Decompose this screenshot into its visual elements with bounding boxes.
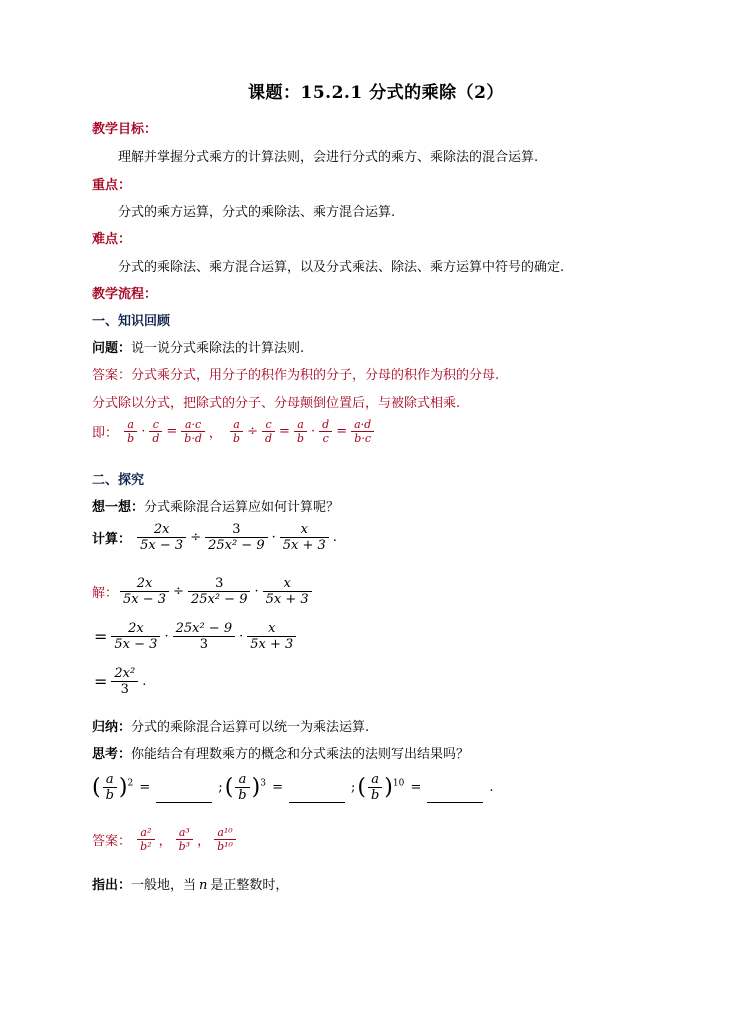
answer2-line: 答案： $\frac{\text{a²}}{\text{b²}}$ ， $\frac{\text{a³}}{\text{b³}}$ ， $\frac{\text{a¹⁰}}{\text{b¹⁰}}$: [92, 826, 238, 853]
fraction: $\frac{\text{25x² − 9}}{3}$: [173, 621, 236, 652]
solution-label: 解：: [92, 586, 119, 601]
fraction: $\frac{c}{d}$: [262, 418, 275, 445]
fraction: $\frac{a\cdot d}{b\cdot c}$: [351, 418, 374, 445]
think-line: [92, 496, 339, 515]
answer-blank[interactable]: [289, 788, 345, 803]
goal-label: 教学目标：: [92, 122, 158, 137]
powers-line: ( $\frac{a}{b}$ )$^2$ = ;( $\frac{a}{b}$ )$^3$ = ;( $\frac{a}{b}$ )$^{10}$ = .: [92, 772, 494, 803]
fraction: $\frac{a}{b}$: [230, 418, 243, 445]
fraction: $\frac{2x}{5x - 3}$: [111, 621, 160, 652]
solution-line2: = $\frac{2x}{5x - 3}$ · $\frac{\text{25x² − 9}}{3}$ · $\frac{x}{5x + 3}$: [92, 621, 298, 652]
point-line: 指出：一般地，当 n 是正整数时，: [92, 878, 289, 893]
question-text: 说一说分式乘除法的计算法则.: [131, 341, 305, 356]
fraction: $\frac{a}{b}$: [294, 418, 307, 445]
fraction: $\frac{a}{b}$: [124, 418, 137, 445]
think-text: 分式乘除混合运算应如何计算呢？: [144, 500, 340, 515]
fraction: $\frac{\text{a²}}{\text{b²}}$: [137, 826, 154, 853]
summary-line: [92, 716, 369, 735]
fraction: $\frac{x}{5x + 3}$: [280, 522, 329, 553]
calc-label: 计算：: [92, 532, 132, 547]
rule-formula: 即： $\frac{a}{b}$ · $\frac{c}{d}$ = $\frac{a\cdot c}{b\cdot d}$ ， $\frac{a}{b}$ ÷ $\frac{c}{d}$ = $\frac{a}{b}$ · $\frac{d}{c}$ = $\frac{a\cdot d}{b\cdot c}$: [92, 418, 376, 445]
solution-line3: = $\frac{\text{2x²}}{3}$ .: [94, 666, 147, 697]
fraction: $\frac{d}{c}$: [319, 418, 332, 445]
fraction: $\frac{a}{b}$: [235, 772, 249, 803]
solution-line1: 解： $\frac{2x}{5x - 3}$ ÷ $\frac{3}{\text{25x² − 9}}$ · $\frac{x}{5x + 3}$: [92, 576, 314, 607]
fraction: $\frac{2x}{5x - 3}$: [120, 576, 169, 607]
section-review: 一、知识回顾: [92, 314, 171, 329]
fraction: $\frac{2x}{5x - 3}$: [137, 522, 186, 553]
answer1-line2: 分式除以分式，把除式的分子、分母颠倒位置后，与被除式相乘.: [92, 396, 461, 411]
point-label: 指出：: [92, 878, 132, 893]
page-title: 课题：15.2.1 分式的乘除（2）: [248, 83, 504, 103]
summary-label: 归纳：: [92, 720, 132, 735]
fraction: $\frac{\text{a³}}{\text{b³}}$: [176, 826, 193, 853]
fraction: $\frac{a\cdot c}{b\cdot d}$: [181, 418, 205, 445]
question-line: [92, 337, 304, 356]
summary-text: 分式的乘除混合运算可以统一为乘法运算.: [131, 720, 370, 735]
fraction: $\frac{3}{\text{25x² − 9}}$: [205, 522, 268, 553]
key-label: 重点：: [92, 178, 132, 193]
difficult-text: 分式的乘除法、乘方混合运算，以及分式乘法、除法、乘方运算中符号的确定.: [118, 260, 565, 275]
formula-label: 即：: [92, 426, 119, 441]
fraction: $\frac{x}{5x + 3}$: [247, 621, 296, 652]
fraction: $\frac{c}{d}$: [149, 418, 162, 445]
fraction: $\frac{3}{\text{25x² − 9}}$: [188, 576, 251, 607]
section-explore: 二、探究: [92, 473, 145, 488]
flow-label: 教学流程：: [92, 287, 158, 302]
goal-text: 理解并掌握分式乘方的计算法则，会进行分式的乘方、乘除法的混合运算.: [118, 150, 539, 165]
answer-blank[interactable]: [427, 788, 483, 803]
calc-problem: 计算： $\frac{2x}{5x - 3}$ ÷ $\frac{3}{\text{25x² − 9}}$ · $\frac{x}{5x + 3}$ .: [92, 522, 337, 553]
difficult-label: 难点：: [92, 232, 132, 247]
thinkq-text: 你能结合有理数乘方的概念和分式乘法的法则写出结果吗？: [131, 747, 470, 762]
key-text: 分式的乘方运算，分式的乘除法、乘方混合运算.: [118, 205, 396, 220]
thinkq-label: 思考：: [92, 747, 132, 762]
answer1-line1: 答案：分式乘分式，用分子的积作为积的分子，分母的积作为积的分母.: [92, 368, 500, 383]
think-label: 想一想：: [92, 500, 145, 515]
fraction: $\frac{\text{2x²}}{3}$: [111, 666, 138, 697]
fraction: $\frac{a}{b}$: [103, 772, 117, 803]
answer-blank[interactable]: [156, 788, 212, 803]
answer2-label: 答案：: [92, 834, 132, 849]
fraction: $\frac{a}{b}$: [368, 772, 382, 803]
thinkq-line: [92, 743, 469, 762]
fraction: $\frac{x}{5x + 3}$: [263, 576, 312, 607]
question-label: 问题：: [92, 341, 132, 356]
fraction: $\frac{\text{a¹⁰}}{\text{b¹⁰}}$: [214, 826, 236, 853]
